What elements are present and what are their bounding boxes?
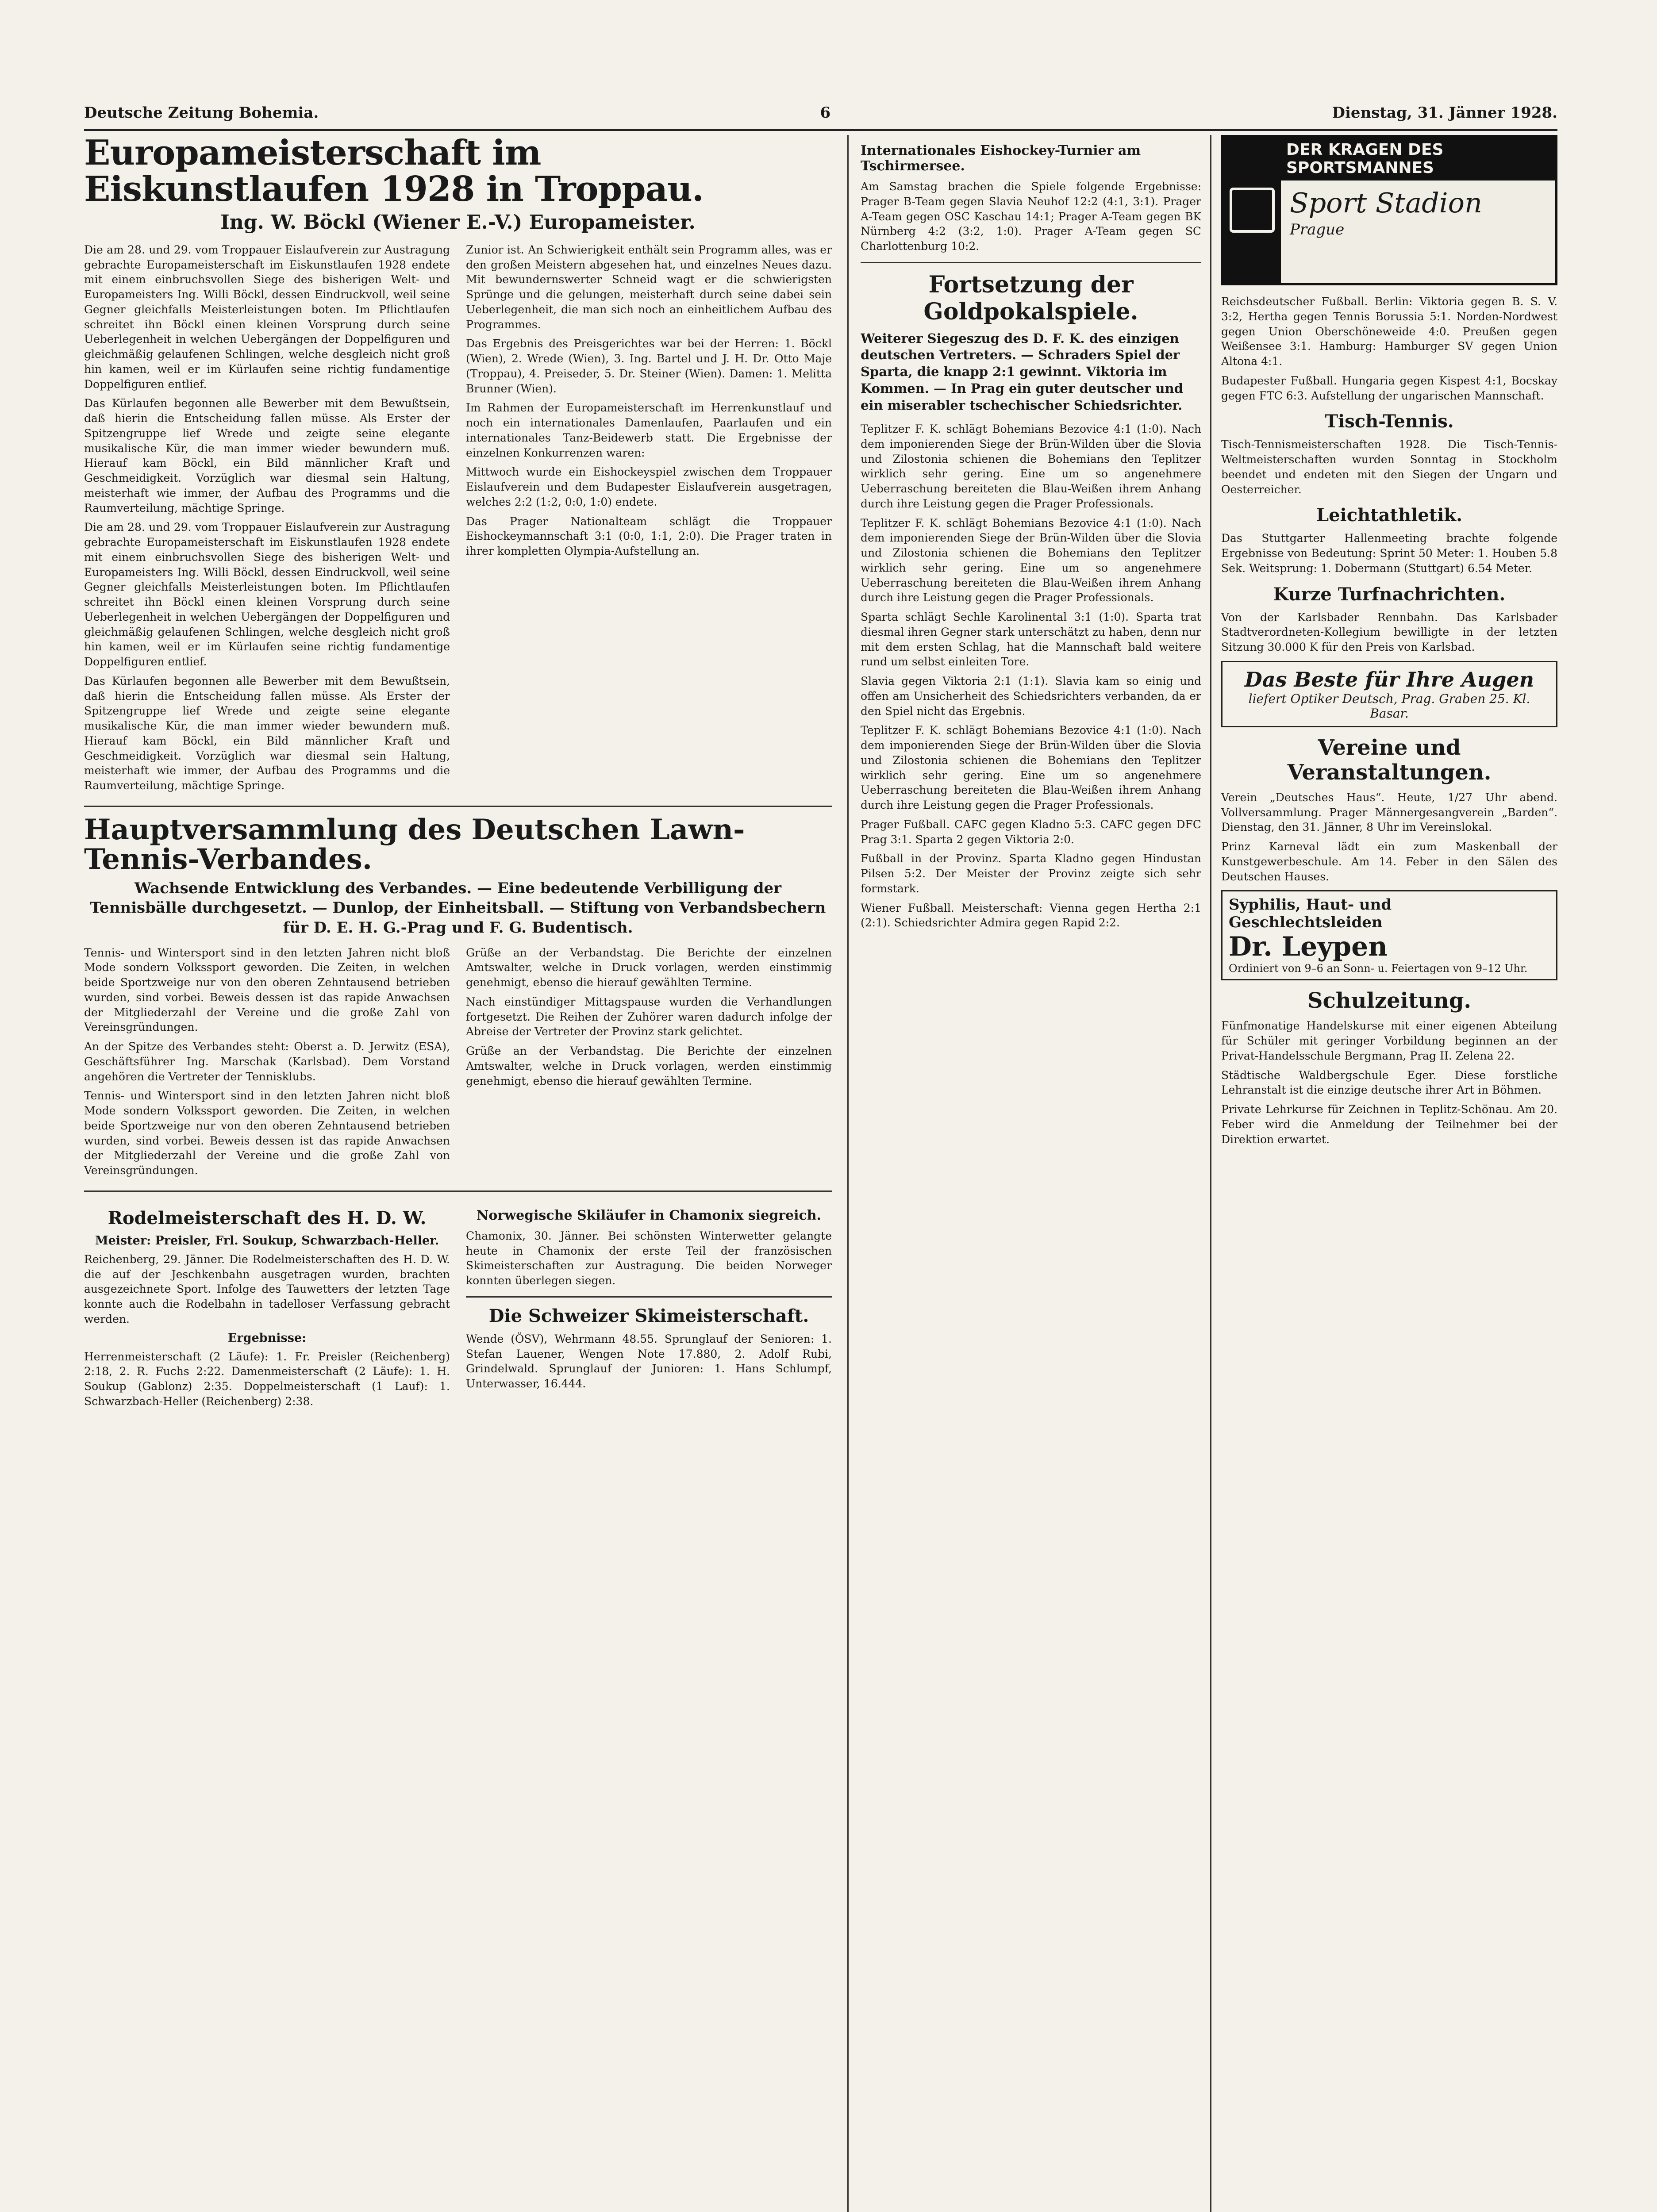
header-rule xyxy=(84,129,1557,131)
collar-advertisement xyxy=(1221,135,1557,285)
deck-tennis-association: Wachsende Entwicklung des Verbandes. — Eine bedeutende Verbilligung der Tennisbälle durchgesetzt. — Dunlop, der Einheitsball. — Stiftung von Verbandsbechern für D. E. H. G.-Prag und F. G. Budentisch. xyxy=(90,879,826,937)
paragraph: Am Samstag brachen die Spiele folgende Ergebnisse: Prager B-Team gegen Slavia Neuhof 12:2 (4:1, 3:1). Prager A-Team gegen OSC Kaschau 14:1; Prager A-Team gegen BK Nürnberg 4:2 (3:2, 1:0). Prager A-Team gegen SC Charlottenburg 10:2. xyxy=(861,180,1201,253)
deck-goldpokal: Weiterer Siegeszug des D. F. K. des einzigen deutschen Vertreters. — Schraders Spiel der Sparta, die knapp 2:1 gewinnt. Viktoria im Kommen. — In Prag ein guter deutscher und ein miserabler tschechischer Schiedsrichter. xyxy=(861,330,1183,413)
paragraph: Prinz Karneval lädt ein zum Maskenball der Kunstgewerbeschule. Am 14. Feber in den Sälen des Deutschen Hauses. xyxy=(1221,840,1557,883)
ad-text: liefert Optiker Deutsch, Prag. Graben 25. Kl. Basar. xyxy=(1248,691,1530,721)
doctor-advertisement xyxy=(1221,890,1557,980)
paragraph: Teplitzer F. K. schlägt Bohemians Bezovice 4:1 (1:0). Nach dem imponierenden Siege der Brün-Wilden über die Slovia und Zilostonia schienen die Bohemians den Teplitzer wirklich sehr gering. Eine um so angenehmere Ueberraschung bereiteten die Blau-Weißen ihrem Anhang durch ihre Leistung gegen die Prager Professionals. xyxy=(861,422,1201,510)
subheadline-boeckl: Ing. W. Böckl (Wiener E.-V.) Europameister. xyxy=(220,211,696,234)
paragraph: Teplitzer F. K. schlägt Bohemians Bezovice 4:1 (1:0). Nach dem imponierenden Siege der Brün-Wilden über die Slovia und Zilostonia schienen die Bohemians den Teplitzer wirklich sehr gering. Eine um so angenehmere Ueberraschung bereiteten die Blau-Weißen ihrem Anhang durch ihre Leistung gegen die Prager Professionals. xyxy=(861,724,1201,812)
paragraph: Grüße an der Verbandstag. Die Berichte der einzelnen Amtswalter, welche in Druck vorlagen, werden einstimmig genehmigt, ebenso die hierauf gewählten Termine. xyxy=(466,1045,832,1087)
paragraph: Budapester Fußball. Hungaria gegen Kispest 4:1, Bocskay gegen FTC 6:3. Aufstellung der ungarischen Mannschaft. xyxy=(1221,374,1557,402)
page-header xyxy=(84,100,1557,126)
heading-hockey-tournament: Internationales Eishockey-Turnier am Tschirmersee. xyxy=(861,143,1141,174)
paragraph: Wende (ÖSV), Wehrmann 48.55. Sprunglauf der Senioren: 1. Stefan Lauener, Wengen Note 17.880, 2. Adolf Rubi, Grindelwald. Sprunglauf der Junioren: 1. Hans Schlumpf, Unterwasser, 16.444. xyxy=(466,1332,832,1390)
paragraph: Nach einstündiger Mittagspause wurden die Verhandlungen fortgesetzt. Die Reihen der Zuhörer waren dadurch infolge der Abreise der Vertreter der Provinz stark gelichtet. xyxy=(466,995,832,1038)
middle-column xyxy=(861,135,1201,2212)
headline-tennis-association: Hauptversammlung des Deutschen Lawn-Tennis-Verbandes. xyxy=(84,813,745,876)
ad-doctor-name: Dr. Leypen xyxy=(1229,931,1388,963)
paragraph: Das Ergebnis des Preisgerichtes war bei der Herren: 1. Böckl (Wien), 2. Wrede (Wien), 3. Ing. Bartel und J. H. Dr. Otto Maje (Troppau), 4. Preiseder, 5. Dr. Steiner (Wien). Damen: 1. Melitta Brunner (Wien). xyxy=(466,337,832,395)
paragraph: Chamonix, 30. Jänner. Bei schönsten Winterwetter gelangte heute in Chamonix der erste Teil der französischen Skimeisterschaften zur Austragung. Die beiden Norweger konnten überlegen siegen. xyxy=(466,1229,832,1287)
paragraph: Tisch-Tennismeisterschaften 1928. Die Tisch-Tennis-Weltmeisterschaften wurden Sonntag in Stockholm beendet und endeten mit den Siegen der Ungarn und Oesterreicher. xyxy=(1221,438,1557,496)
column-divider xyxy=(1210,135,1211,2212)
paragraph: Die am 28. und 29. vom Troppauer Eislaufverein zur Austragung gebrachte Europameisterschaft im Eiskunstlaufen 1928 endete mit einem einbruchsvollen Siege des bisherigen Welt- und Europameisters Ing. Willi Böckl, dessen Eindruckvoll, weil seine Gegner gleichfalls Meisterleistungen boten. Im Pflichtlaufen schreitet ihn Böckl einen kleinen Vorsprung durch seine Ueberlegenheit in welchen Uebergängen der Doppelfiguren und gleichmäßig gelaufenen Schlingen, welche desgleich nicht groß hin kamen, weil er im Kürlaufen seine richtig fundamentige Doppelfiguren entlief. xyxy=(84,243,450,391)
article-tennis-association xyxy=(84,945,832,1183)
ad-line: Syphilis, Haut- und Geschlechtsleiden xyxy=(1229,896,1392,932)
heading-swiss-ski: Die Schweizer Skimeisterschaft. xyxy=(488,1305,809,1326)
paragraph: Tennis- und Wintersport sind in den letzten Jahren nicht bloß Mode sondern Volkssport geworden. Die Zeiten, in welchen beide Sportzweige nur von den oberen Zehntausend betrieben wurden, sind vorbei. Beweis dessen ist das rapide Anwachsen der Mitgliederzahl der Vereine und die große Zahl von Vereinsgründungen. xyxy=(84,1089,450,1177)
paragraph: Das Stuttgarter Hallenmeeting brachte folgende Ergebnisse von Bedeutung: Sprint 50 Meter: 1. Houben 5.8 Sek. Weitsprung: 1. Dobermann (Stuttgart) 6.54 Meter. xyxy=(1221,532,1557,575)
heading-turf: Kurze Turfnachrichten. xyxy=(1273,584,1506,605)
paragraph: Von der Karlsbader Rennbahn. Das Karlsbader Stadtverordneten-Kollegium bewilligte in der letzten Sitzung 30.000 K für den Preis von Karlsbad. xyxy=(1221,611,1557,653)
heading-athletics: Leichtathletik. xyxy=(1316,505,1463,526)
headline-europe-championship: Europameisterschaft im Eiskunstlaufen 1928 in Troppau. xyxy=(84,135,704,209)
paragraph: Reichenberg, 29. Jänner. Die Rodelmeisterschaften des H. D. W. die auf der Jeschkenbahn ausgetragen wurden, brachten ausgezeichnete Sport. Infolge des Tauwetters der letzten Tage konnte auch die Rodelbahn in tadelloser Verfassung gebracht werden. xyxy=(84,1252,450,1325)
lower-articles xyxy=(84,1200,832,1413)
newspaper-name: Deutsche Zeitung Bohemia. xyxy=(84,104,319,122)
left-column xyxy=(84,135,832,2212)
paragraph: Reichsdeutscher Fußball. Berlin: Viktoria gegen B. S. V. 3:2, Hertha gegen Tennis Borussia 5:1. Norden-Nordwest gegen Union Oberschöneweide 4:0. Preußen gegen Weißensee 3:1. Hamburg: Hamburger SV gegen Union Altona 4:1. xyxy=(1221,295,1557,368)
paragraph: Sparta schlägt Sechle Karolinental 3:1 (1:0). Sparta trat diesmal ihren Gegner stark unterschätzt zu haben, denn nur mit dem ersten Schlag, hat die Mannschaft bald weitere rund um selbst einleiten Tore. xyxy=(861,611,1201,668)
column-divider xyxy=(847,135,849,2212)
ad-hours: Ordiniert von 9–6 an Sonn- u. Feiertagen von 9–12 Uhr. xyxy=(1229,962,1528,975)
ad-title: DER KRAGEN DES SPORTSMANNES xyxy=(1281,137,1555,180)
paragraph: Private Lehrkurse für Zeichnen in Teplitz-Schönau. Am 20. Feber wird die Anmeldung der Teilnehmer bei der Direktion erwartet. xyxy=(1221,1103,1557,1146)
paragraph: Fußball in der Provinz. Sparta Kladno gegen Hindustan Pilsen 5:2. Der Meister der Provinz zeigte sich sehr formstark. xyxy=(861,852,1201,895)
paragraph: Slavia gegen Viktoria 2:1 (1:1). Slavia kam so einig und offen am Unsicherheit des Schiedsrichters verbanden, da er den Spiel nicht das Ergebnis. xyxy=(861,675,1201,718)
paragraph: Die am 28. und 29. vom Troppauer Eislaufverein zur Austragung gebrachte Europameisterschaft im Eiskunstlaufen 1928 endete mit einem einbruchsvollen Siege des bisherigen Welt- und Europameisters Ing. Willi Böckl, dessen Eindruckvoll, weil seine Gegner gleichfalls Meisterleistungen boten. Im Pflichtlaufen schreitet ihn Böckl einen kleinen Vorsprung durch seine Ueberlegenheit in welchen Uebergängen der Doppelfiguren und gleichmäßig gelaufenen Schlingen, welche desgleich nicht groß hin kamen, weil er im Kürlaufen seine richtig fundamentige Doppelfiguren entlief. xyxy=(84,521,450,668)
heading-clubs-events: Vereine und Veranstaltungen. xyxy=(1287,735,1492,785)
results-label: Ergebnisse: xyxy=(227,1331,307,1345)
paragraph: Fünfmonatige Handelskurse mit einer eigenen Abteilung für Schüler mit geringer Vorbildung beginnen an der Privat-Handelsschule Bergmann, Prag II. Zelena 22. xyxy=(1221,1019,1557,1062)
heading-rodel: Rodelmeisterschaft des H. D. W. xyxy=(108,1207,427,1229)
paragraph: Tennis- und Wintersport sind in den letzten Jahren nicht bloß Mode sondern Volkssport geworden. Die Zeiten, in welchen beide Sportzweige nur von den oberen Zehntausend betrieben wurden, sind vorbei. Beweis dessen ist das rapide Anwachsen der Mitgliederzahl der Vereine und die große Zahl von Vereinsgründungen. xyxy=(84,946,450,1034)
ad-city: Prague xyxy=(1290,221,1345,238)
paragraph: Grüße an der Verbandstag. Die Berichte der einzelnen Amtswalter, welche in Druck vorlagen, werden einstimmig genehmigt, ebenso die hierauf gewählten Termine. xyxy=(466,946,832,989)
optician-advertisement xyxy=(1221,661,1557,727)
paragraph: Mittwoch wurde ein Eishockeyspiel zwischen dem Troppauer Eislaufverein und dem Budapester Eislaufverein ausgetragen, welches 2:2 (1:2, 0:0, 1:0) endete. xyxy=(466,465,832,508)
ad-brand: Sport Stadion xyxy=(1290,187,1482,219)
issue-date: Dienstag, 31. Jänner 1928. xyxy=(1332,104,1557,122)
section-rule xyxy=(861,262,1201,263)
paragraph: Herrenmeisterschaft (2 Läufe): 1. Fr. Preisler (Reichenberg) 2:18, 2. R. Fuchs 2:22. Damenmeisterschaft (2 Läufe): 1. H. Soukup (Gablonz) 2:35. Doppelmeisterschaft (1 Lauf): 1. Schwarzbach-Heller (Reichenberg) 2:38. xyxy=(84,1350,450,1408)
paragraph: Das Kürlaufen begonnen alle Bewerber mit dem Bewußtsein, daß hierin die Entscheidung fallen müsse. Als Erster der Spitzengruppe lief Wrede und zeigte seine elegante musikalische Kür, die man immer wieder bewundern muß. Hierauf kam Böckl, ein Bild männlicher Kraft und Geschmeidigkeit. Vorzüglich war diesmal sein Haltung, meisterhaft wie immer, der Aufbau des Programms und die Raumverteilung, mächtige Springe. xyxy=(84,674,450,792)
subheading-rodel: Meister: Preisler, Frl. Soukup, Schwarzbach-Heller. xyxy=(95,1233,439,1248)
heading-chamonix: Norwegische Skiläufer in Chamonix siegreich. xyxy=(477,1207,821,1223)
section-rule xyxy=(84,1190,832,1192)
collar-icon xyxy=(1223,137,1281,283)
heading-goldpokal: Fortsetzung der Goldpokalspiele. xyxy=(923,271,1138,325)
paragraph: An der Spitze des Verbandes steht: Oberst a. D. Jerwitz (ESA), Geschäftsführer Ing. Marschak (Karlsbad). Dem Vorstand angehören die Vertreter der Tennisklubs. xyxy=(84,1040,450,1083)
section-rule xyxy=(466,1296,832,1298)
paragraph: Das Prager Nationalteam schlägt die Troppauer Eishockeymannschaft 3:1 (0:0, 1:1, 2:0). Die Prager traten in ihrer kompletten Olympia-Aufstellung an. xyxy=(466,515,832,558)
paragraph: Teplitzer F. K. schlägt Bohemians Bezovice 4:1 (1:0). Nach dem imponierenden Siege der Brün-Wilden über die Slovia und Zilostonia schienen die Bohemians den Teplitzer wirklich sehr gering. Eine um so angenehmere Ueberraschung bereiteten die Blau-Weißen ihrem Anhang durch ihre Leistung gegen die Prager Professionals. xyxy=(861,516,1201,604)
section-rule xyxy=(84,806,832,807)
ad-headline: Das Beste für Ihre Augen xyxy=(1244,667,1534,691)
right-column xyxy=(1221,135,1557,2212)
page-number: 6 xyxy=(820,104,831,122)
paragraph: Zunior ist. An Schwierigkeit enthält sein Programm alles, was er den großen Meistern abgesehen hat, und einzelnes Neues dazu. Mit bewundernswerter Schneid wagt er die schwierigsten Sprünge und die gelungen, meisterhaft durch seine dabei sein Ueberlegenheit, die man sich noch an einheitlichem Aufbau des Programmes. xyxy=(466,243,832,331)
heading-school-news: Schulzeitung. xyxy=(1307,988,1472,1014)
paragraph: Verein „Deutsches Haus“. Heute, 1/27 Uhr abend. Vollversammlung. Prager Männergesangverein „Barden“. Dienstag, den 31. Jänner, 8 Uhr im Vereinslokal. xyxy=(1221,791,1557,834)
paragraph: Im Rahmen der Europameisterschaft im Herrenkunstlauf und noch ein internationales Damenlaufen, Paarlaufen und ein internationales Tanz-Beidewerb statt. Die Ergebnisse der einzelnen Konkurrenzen waren: xyxy=(466,401,832,459)
paragraph: Städtische Waldbergschule Eger. Diese forstliche Lehranstalt ist die einzige deutsche ihrer Art in Böhmen. xyxy=(1221,1068,1557,1097)
paragraph: Prager Fußball. CAFC gegen Kladno 5:3. CAFC gegen DFC Prag 3:1. Sparta 2 gegen Viktoria 2:0. xyxy=(861,818,1201,846)
paragraph: Das Kürlaufen begonnen alle Bewerber mit dem Bewußtsein, daß hierin die Entscheidung fallen müsse. Als Erster der Spitzengruppe lief Wrede und zeigte seine elegante musikalische Kür, die man immer wieder bewundern muß. Hierauf kam Böckl, ein Bild männlicher Kraft und Geschmeidigkeit. Vorzüglich war diesmal sein Haltung, meisterhaft wie immer, der Aufbau des Programms und die Raumverteilung, mächtige Springe. xyxy=(84,397,450,515)
paragraph: Wiener Fußball. Meisterschaft: Vienna gegen Hertha 2:1 (2:1). Schiedsrichter Admira gegen Rapid 2:2. xyxy=(861,901,1201,929)
heading-table-tennis: Tisch-Tennis. xyxy=(1325,411,1454,432)
article-europe-championship xyxy=(84,242,832,798)
